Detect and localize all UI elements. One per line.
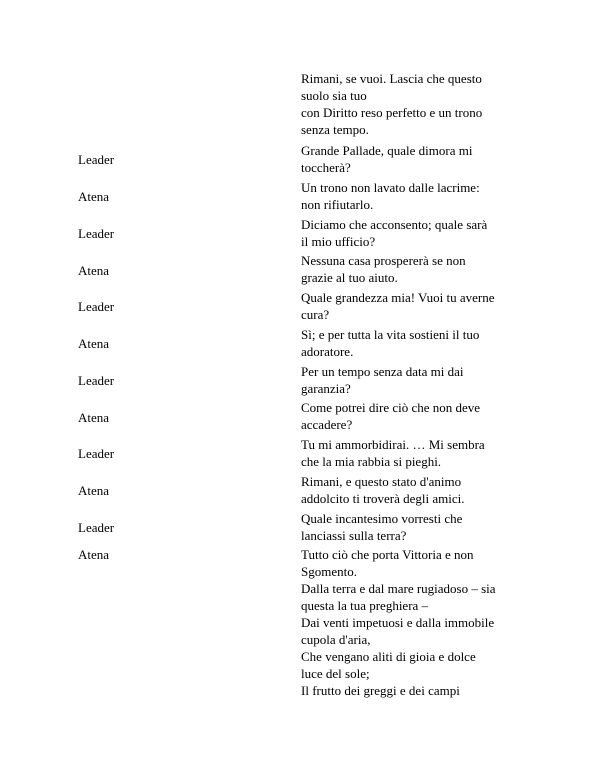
dialogue-line: Un trono non lavato dalle lacrime: [301, 180, 480, 195]
dialogue-line: Tu mi ammorbidirai. … Mi sembra [301, 437, 485, 452]
dialogue-line: Nessuna casa prospererà se non [301, 253, 466, 268]
speaker-name: Leader [78, 299, 115, 314]
dialogue-line: Quale grandezza mia! Vuoi tu averne [301, 290, 495, 305]
dialogue-line: questa la tua preghiera – [301, 598, 429, 613]
dialogue-line: Sì; e per tutta la vita sostieni il tuo [301, 327, 480, 342]
dialogue-line: Sgomento. [301, 564, 357, 579]
dialogue-line: Rimani, se vuoi. Lascia che questo [301, 71, 482, 86]
dialogue-line: Dai venti impetuosi e dalla immobile [301, 615, 495, 630]
dialogue-line: che la mia rabbia si pieghi. [301, 454, 442, 469]
dialogue-line: garanzia? [301, 381, 351, 396]
dialogue-line: lanciassi sulla terra? [301, 528, 407, 543]
dialogue-line: luce del sole; [301, 666, 370, 681]
dialogue-line: Che vengano aliti di gioia e dolce [301, 649, 476, 664]
dialogue-line: non rifiutarlo. [301, 197, 374, 212]
dialogue-line: Dalla terra e dal mare rugiadoso – sia [301, 581, 496, 596]
speaker-name: Atena [78, 263, 110, 278]
dialogue-line: Grande Pallade, quale dimora mi [301, 143, 473, 158]
dialogue-line: cura? [301, 307, 330, 322]
speaker-name: Atena [78, 547, 110, 562]
speaker-name: Leader [78, 446, 115, 461]
dialogue-line: adoratore. [301, 344, 354, 359]
dialogue-line: suolo sia tuo [301, 88, 367, 103]
speaker-name: Leader [78, 226, 115, 241]
speaker-name: Atena [78, 189, 110, 204]
dialogue-line: il mio ufficio? [301, 234, 376, 249]
speaker-name: Leader [78, 152, 115, 167]
dialogue-line: Per un tempo senza data mi dai [301, 364, 464, 379]
dialogue-line: cupola d'aria, [301, 632, 371, 647]
speaker-name: Atena [78, 410, 110, 425]
dialogue-line: Tutto ciò che porta Vittoria e non [301, 547, 474, 562]
dialogue-line: grazie al tuo aiuto. [301, 270, 398, 285]
speaker-name: Atena [78, 483, 110, 498]
dialogue-line: senza tempo. [301, 122, 369, 137]
dialogue-line: Quale incantesimo vorresti che [301, 511, 463, 526]
dialogue-line: addolcito ti troverà degli amici. [301, 491, 465, 506]
dialogue-line: Il frutto dei greggi e dei campi [301, 683, 460, 698]
speaker-name: Leader [78, 520, 115, 535]
dialogue-line: toccherà? [301, 160, 351, 175]
dialogue-line: con Diritto reso perfetto e un trono [301, 105, 483, 120]
dialogue-line: accadere? [301, 417, 353, 432]
speaker-name: Leader [78, 373, 115, 388]
dialogue-line: Diciamo che acconsento; quale sarà [301, 217, 488, 232]
dialogue-line: Rimani, e questo stato d'animo [301, 474, 462, 489]
speaker-name: Atena [78, 336, 110, 351]
dialogue-line: Come potrei dire ciò che non deve [301, 400, 481, 415]
